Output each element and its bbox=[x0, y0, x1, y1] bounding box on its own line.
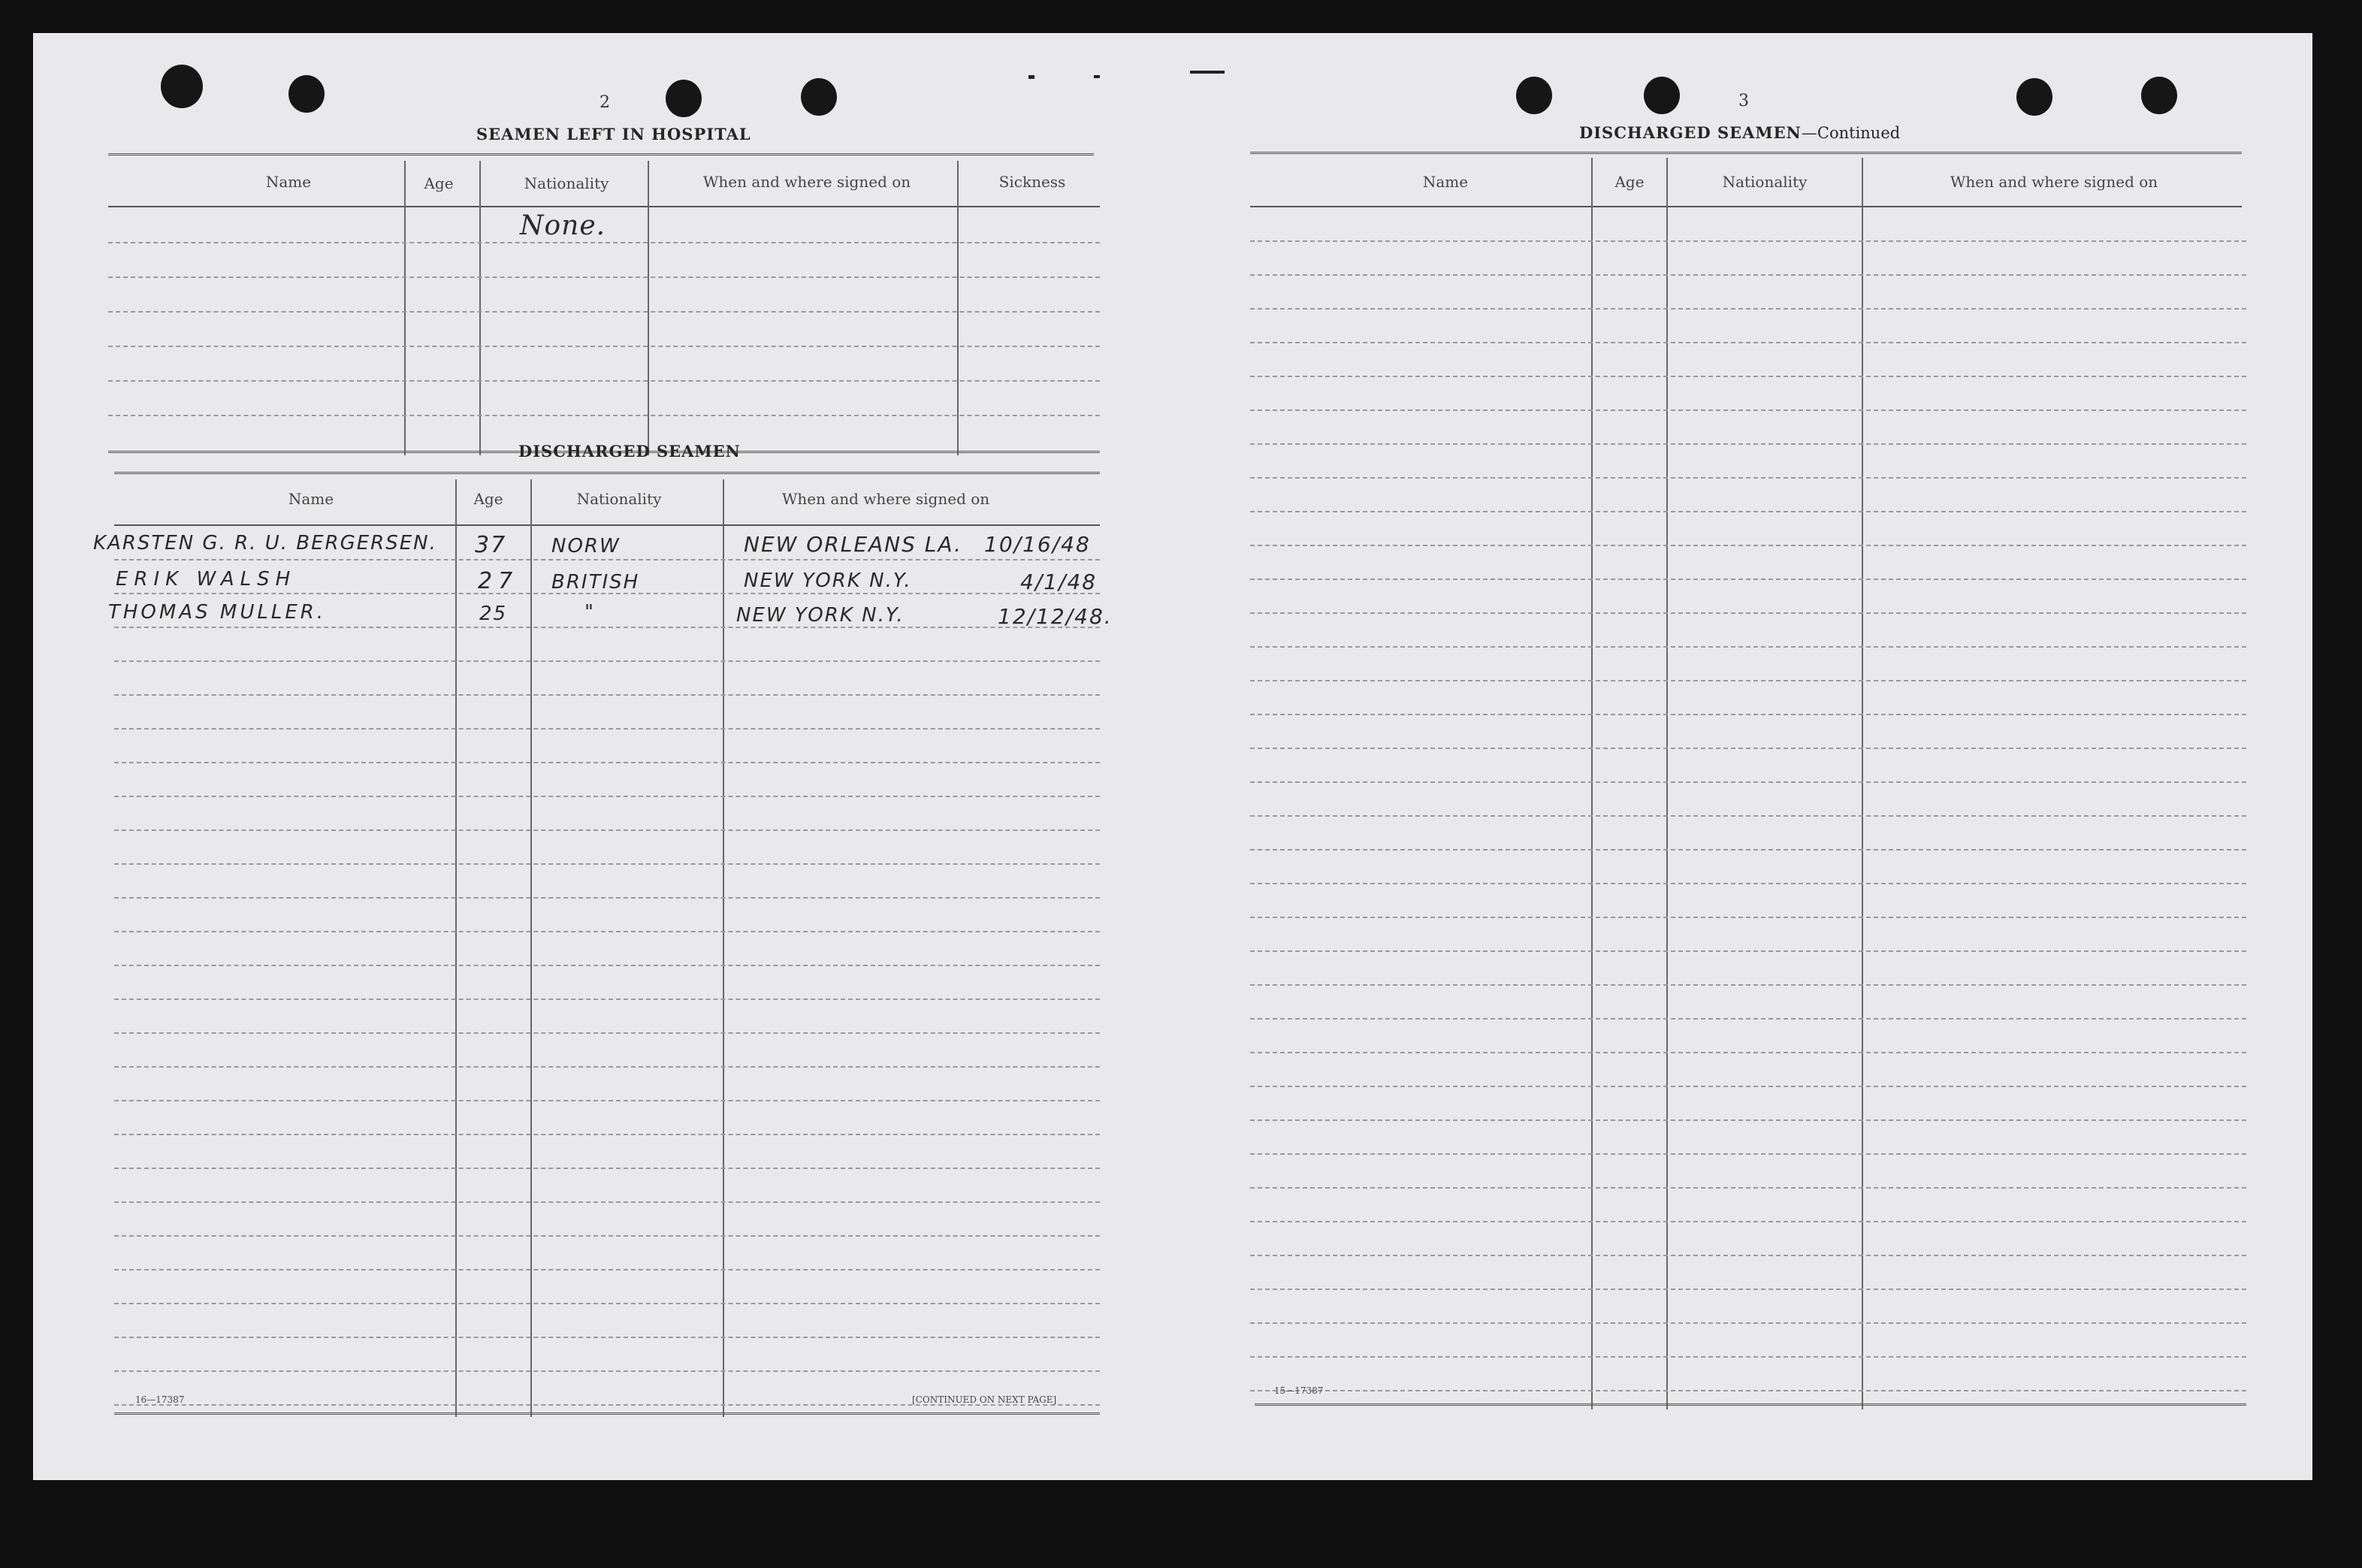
row-line bbox=[1250, 342, 2246, 343]
form-number: 16—17387 bbox=[135, 1394, 185, 1405]
rule bbox=[108, 153, 1094, 156]
punch-hole bbox=[1644, 77, 1680, 114]
rule bbox=[114, 1412, 1100, 1415]
row-line bbox=[1250, 1018, 2246, 1020]
row-line bbox=[108, 415, 1100, 416]
row-line bbox=[114, 1303, 1100, 1304]
discharged-section-title: DISCHARGED SEAMEN bbox=[518, 442, 741, 461]
row-line bbox=[1250, 1356, 2246, 1358]
column-divider bbox=[530, 479, 532, 1417]
punch-hole bbox=[2141, 77, 2177, 114]
hospital-entry: None. bbox=[520, 210, 606, 241]
column-header-name: Name bbox=[265, 173, 312, 191]
row-line bbox=[1250, 1289, 2246, 1290]
rule bbox=[114, 472, 1100, 474]
row-line bbox=[114, 728, 1100, 730]
row-line bbox=[1250, 1390, 2246, 1391]
row-line bbox=[114, 1337, 1100, 1338]
row-line bbox=[108, 311, 1100, 313]
row-line bbox=[1250, 646, 2246, 648]
page-number: 3 bbox=[1738, 92, 1749, 110]
rule bbox=[1255, 1403, 2246, 1406]
row-line bbox=[108, 242, 1100, 243]
column-divider bbox=[723, 479, 724, 1417]
row-line bbox=[1250, 308, 2246, 310]
row-line bbox=[1250, 376, 2246, 377]
row-line bbox=[114, 965, 1100, 966]
row-line bbox=[1250, 274, 2246, 276]
row-line bbox=[114, 627, 1100, 628]
row-line bbox=[1250, 917, 2246, 918]
punch-hole bbox=[2016, 78, 2052, 116]
column-divider bbox=[404, 161, 406, 455]
column-header-sickness: Sickness bbox=[998, 173, 1066, 191]
seaman-name: ERIK WALSH bbox=[116, 568, 297, 591]
row-line bbox=[114, 1100, 1100, 1101]
row-line bbox=[1250, 1322, 2246, 1324]
rule bbox=[1250, 152, 2242, 154]
row-line bbox=[108, 276, 1100, 278]
column-divider bbox=[479, 161, 481, 455]
signed-on-place: NEW YORK N.Y. bbox=[736, 604, 905, 627]
row-line bbox=[114, 559, 1100, 560]
column-header-nationality: Nationality bbox=[524, 174, 609, 192]
column-divider bbox=[455, 479, 457, 1417]
column-header-name: Name bbox=[288, 490, 334, 508]
ledger-sheet bbox=[33, 33, 2312, 1480]
ink-mark bbox=[1094, 75, 1100, 78]
page-number: 2 bbox=[600, 93, 610, 112]
seaman-age: 27 bbox=[478, 568, 519, 594]
seaman-age: 25 bbox=[479, 603, 508, 625]
signed-on-date: 10/16/48 bbox=[984, 532, 1091, 557]
row-line bbox=[1250, 1086, 2246, 1087]
punch-hole bbox=[1516, 77, 1552, 114]
column-header-age: Age bbox=[1614, 173, 1645, 191]
row-line bbox=[114, 1370, 1100, 1372]
row-line bbox=[114, 999, 1100, 1000]
row-line bbox=[114, 1066, 1100, 1068]
row-line bbox=[1250, 1119, 2246, 1121]
row-line bbox=[1250, 477, 2246, 479]
row-line bbox=[1250, 950, 2246, 952]
row-line bbox=[1250, 1221, 2246, 1222]
column-header-signed-on: When and where signed on bbox=[1950, 173, 2158, 191]
seaman-age: 37 bbox=[475, 532, 507, 558]
row-line bbox=[114, 694, 1100, 696]
row-line bbox=[1250, 1255, 2246, 1256]
signed-on-date: 12/12/48. bbox=[998, 604, 1113, 629]
ink-mark bbox=[1028, 75, 1035, 79]
row-line bbox=[1250, 748, 2246, 749]
seaman-nationality: BRITISH bbox=[551, 571, 640, 594]
rule bbox=[114, 524, 1100, 526]
row-line bbox=[114, 1032, 1100, 1034]
seaman-name: THOMAS MULLER. bbox=[108, 601, 327, 624]
row-line bbox=[114, 660, 1100, 662]
row-line bbox=[1250, 849, 2246, 850]
signed-on-place: NEW YORK N.Y. bbox=[744, 569, 912, 592]
seaman-nationality: NORW bbox=[551, 535, 621, 557]
row-line bbox=[1250, 443, 2246, 445]
form-number: 15—17387 bbox=[1274, 1385, 1324, 1396]
row-line bbox=[114, 1134, 1100, 1135]
row-line bbox=[1250, 883, 2246, 884]
column-header-nationality: Nationality bbox=[1722, 173, 1808, 191]
signed-on-place: NEW ORLEANS LA. bbox=[744, 532, 962, 557]
row-line bbox=[1250, 579, 2246, 580]
continued-note: [CONTINUED ON NEXT PAGE] bbox=[912, 1394, 1057, 1405]
column-header-age: Age bbox=[473, 490, 503, 508]
row-line bbox=[108, 346, 1100, 347]
column-header-nationality: Nationality bbox=[576, 490, 662, 508]
signed-on-date: 4/1/48 bbox=[1020, 569, 1098, 594]
row-line bbox=[1250, 545, 2246, 546]
row-line bbox=[1250, 612, 2246, 614]
column-header-signed-on: When and where signed on bbox=[702, 173, 911, 191]
discharged-title: DISCHARGED SEAMEN bbox=[1579, 123, 1802, 142]
row-line bbox=[114, 1168, 1100, 1169]
row-line bbox=[1250, 680, 2246, 681]
row-line bbox=[1250, 511, 2246, 512]
punch-hole bbox=[801, 78, 837, 116]
row-line bbox=[114, 931, 1100, 932]
row-line bbox=[1250, 1187, 2246, 1189]
column-divider bbox=[957, 161, 959, 455]
row-line bbox=[1250, 815, 2246, 817]
hospital-section-title: SEAMEN LEFT IN HOSPITAL bbox=[476, 125, 751, 144]
row-line bbox=[1250, 781, 2246, 783]
row-line bbox=[114, 863, 1100, 865]
row-line bbox=[114, 829, 1100, 831]
row-line bbox=[1250, 409, 2246, 411]
row-line bbox=[1250, 240, 2246, 242]
discharged-continued-title bbox=[1579, 123, 1900, 142]
row-line bbox=[114, 1269, 1100, 1270]
row-line bbox=[1250, 1153, 2246, 1155]
punch-hole bbox=[288, 75, 325, 113]
row-line bbox=[114, 1235, 1100, 1237]
punch-hole bbox=[666, 80, 702, 117]
column-header-name: Name bbox=[1422, 173, 1469, 191]
row-line bbox=[1250, 984, 2246, 986]
seaman-name: KARSTEN G. R. U. BERGERSEN. bbox=[93, 532, 437, 554]
rule bbox=[1250, 206, 2242, 207]
row-line bbox=[114, 1201, 1100, 1203]
row-line bbox=[108, 380, 1100, 382]
row-line bbox=[114, 762, 1100, 763]
continued-suffix: —Continued bbox=[1801, 124, 1901, 142]
seaman-nationality: " bbox=[584, 601, 595, 624]
punch-hole bbox=[161, 65, 203, 108]
column-header-age: Age bbox=[424, 174, 454, 192]
column-header-signed-on: When and where signed on bbox=[781, 490, 990, 508]
rule bbox=[108, 206, 1100, 207]
row-line bbox=[114, 897, 1100, 899]
row-line bbox=[114, 796, 1100, 797]
ink-mark bbox=[1190, 71, 1225, 74]
column-divider bbox=[648, 161, 649, 455]
row-line bbox=[1250, 1052, 2246, 1053]
row-line bbox=[1250, 714, 2246, 715]
